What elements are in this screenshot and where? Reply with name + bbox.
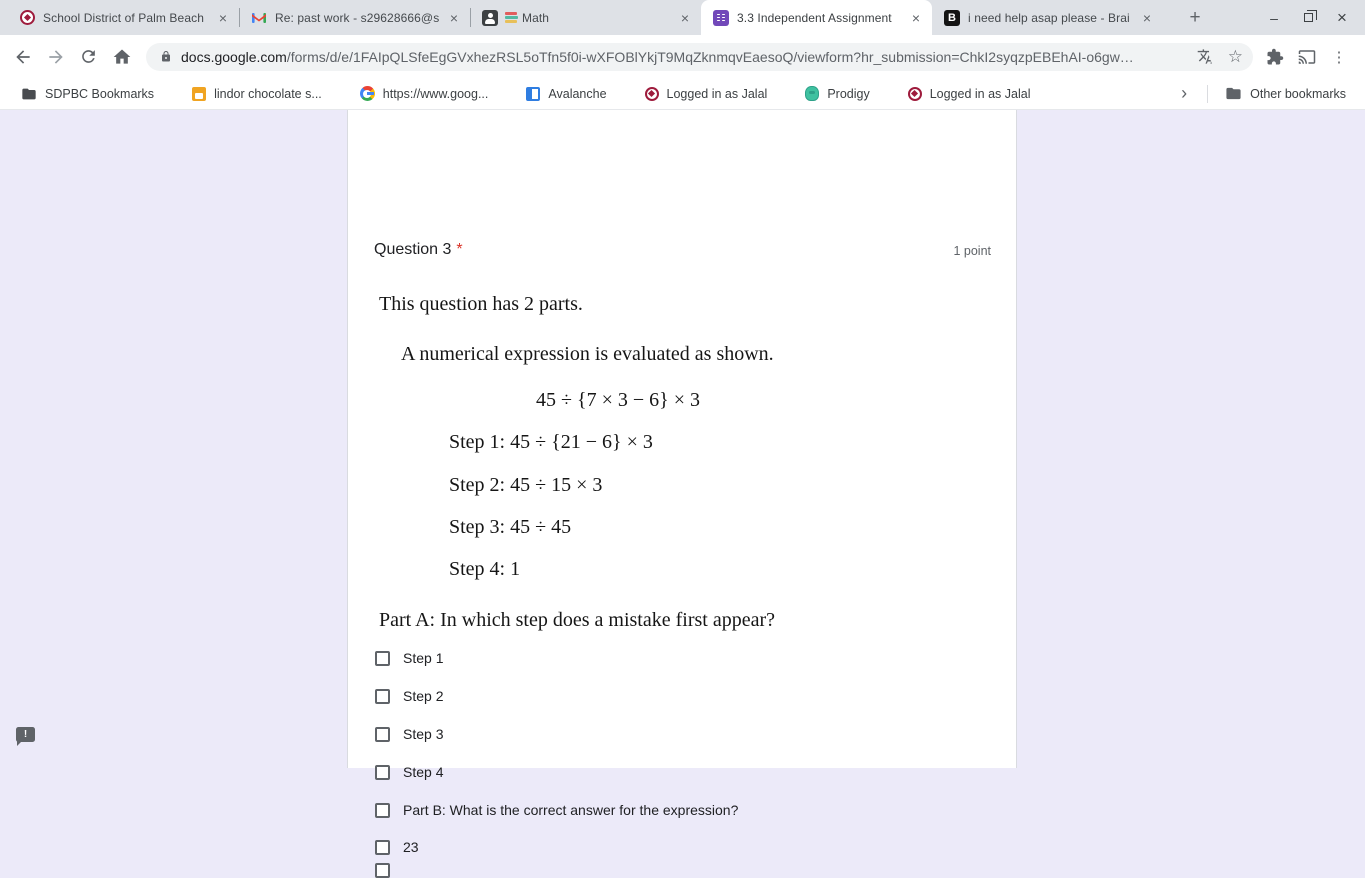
puzzle-icon — [1266, 48, 1284, 66]
checkbox-icon[interactable] — [375, 689, 390, 704]
tab-close-icon[interactable]: × — [218, 9, 228, 26]
tab-title: School District of Palm Beach — [43, 10, 204, 25]
bookmark-avalanche[interactable] — [519, 82, 613, 106]
other-bookmarks-folder[interactable] — [1218, 82, 1353, 106]
back-button[interactable] — [6, 40, 39, 74]
checkbox-icon[interactable] — [375, 765, 390, 780]
checkbox-icon[interactable] — [375, 840, 390, 855]
window-close-button[interactable]: × — [1337, 7, 1347, 27]
tab-title: 3.3 Independent Assignment — [737, 10, 892, 25]
tab-bar — [0, 0, 1365, 35]
tab-title: Re: past work - s29628666@s — [275, 10, 440, 25]
gmail-favicon-icon — [251, 10, 267, 26]
option-row-part-b[interactable] — [375, 800, 738, 820]
question-title: Question 3 * — [374, 241, 463, 258]
math-expression: 45 ÷ {7 × 3 − 6} × 3 — [536, 389, 701, 411]
bookmark-logged-in-jalal-2[interactable] — [901, 82, 1038, 106]
question-body-line: This question has 2 parts. — [379, 293, 583, 315]
address-bar[interactable] — [146, 43, 1253, 71]
window-controls — [1257, 0, 1359, 35]
math-step-2: Step 2: 45 ÷ 15 × 3 — [449, 474, 603, 496]
tab-close-icon[interactable]: × — [911, 9, 921, 26]
url-path: /forms/d/e/1FAIpQLSfeEgGVxhezRSL5oTfn5f0i-wXFOBlYkjT9MqZknmqvEaesoQ/viewform?hr_submission=ChkI2syqzpEBEhAI-o6gw… — [286, 48, 1134, 65]
browser-menu-button[interactable]: ⋮ — [1331, 48, 1347, 66]
sdpbc-logo-icon — [645, 87, 659, 101]
option-label[interactable]: Step 3 — [403, 726, 444, 742]
part-a-question: Part A: In which step does a mistake first appear? — [379, 609, 775, 631]
tab-strip — [8, 0, 1163, 35]
option-row-step-3[interactable] — [375, 724, 443, 744]
partial-checkbox-icon[interactable] — [375, 863, 390, 878]
bookmark-lindor[interactable] — [185, 82, 329, 106]
bookmark-label: Avalanche — [548, 86, 607, 101]
bookmark-label: Prodigy — [827, 86, 870, 101]
other-bookmarks-label: Other bookmarks — [1250, 86, 1346, 101]
page-content — [0, 110, 1365, 855]
option-label[interactable]: Step 1 — [403, 650, 444, 666]
tab-divider — [239, 8, 240, 27]
sdpbc-logo-icon — [908, 87, 922, 101]
tab-math[interactable] — [470, 0, 701, 35]
checkbox-icon[interactable] — [375, 727, 390, 742]
bookmark-label: SDPBC Bookmarks — [45, 86, 155, 101]
books-emoji-icon — [505, 11, 518, 24]
math-step-4: Step 4: 1 — [449, 558, 521, 580]
tab-close-icon[interactable]: × — [1142, 9, 1152, 26]
option-row-23[interactable] — [375, 837, 419, 857]
bookmarks-bar — [0, 78, 1365, 110]
extensions-button[interactable] — [1259, 40, 1291, 74]
checkbox-icon[interactable] — [375, 651, 390, 666]
tab-gmail[interactable] — [239, 0, 470, 35]
option-row-step-1[interactable] — [375, 648, 443, 668]
profile-favicon-icon — [482, 10, 498, 26]
window-restore-button[interactable] — [1291, 0, 1325, 35]
tab-close-icon[interactable]: × — [449, 9, 459, 26]
tab-school-district[interactable] — [8, 0, 239, 35]
tab-divider — [470, 8, 471, 27]
bookmark-prodigy[interactable] — [798, 82, 876, 106]
bookmark-google[interactable] — [353, 82, 496, 106]
tab-title: i need help asap please - Brai — [968, 10, 1130, 25]
window-minimize-button[interactable]: – — [1270, 9, 1278, 26]
brainly-favicon-icon: B — [944, 10, 960, 26]
option-row-step-2[interactable] — [375, 686, 443, 706]
option-label[interactable]: 23 — [403, 839, 419, 855]
toolbar-right-actions — [1259, 40, 1355, 74]
bookmark-label: Logged in as Jalal — [929, 86, 1031, 101]
math-step-3: Step 3: 45 ÷ 45 — [449, 516, 572, 538]
required-asterisk: * — [456, 241, 463, 258]
home-button[interactable] — [105, 40, 138, 74]
translate-button[interactable] — [1197, 48, 1214, 65]
forward-icon — [46, 47, 66, 67]
question-points: 1 point — [953, 244, 991, 258]
lock-icon — [160, 50, 172, 63]
folder-icon — [1225, 86, 1242, 101]
question-body-line: A numerical expression is evaluated as shown. — [401, 343, 774, 365]
tab-close-icon[interactable]: × — [680, 9, 690, 26]
google-g-icon — [360, 86, 375, 101]
translate-icon — [1197, 48, 1214, 65]
tab-brainly[interactable] — [932, 0, 1163, 35]
option-label[interactable]: Step 4 — [403, 764, 444, 780]
url-text — [181, 49, 1183, 65]
avalanche-site-icon — [526, 87, 540, 101]
reload-button[interactable] — [72, 40, 105, 74]
option-row-step-4[interactable] — [375, 762, 443, 782]
bookmark-label: https://www.goog... — [382, 86, 489, 101]
lindor-site-icon — [192, 87, 206, 101]
bookmark-label: Logged in as Jalal — [666, 86, 768, 101]
reload-icon — [79, 47, 98, 66]
prodigy-icon — [805, 86, 819, 101]
folder-icon — [21, 87, 37, 101]
bookmarks-divider — [1207, 85, 1208, 103]
new-tab-button[interactable]: + — [1189, 7, 1201, 28]
cast-button[interactable] — [1291, 40, 1323, 74]
forward-button[interactable] — [39, 40, 72, 74]
math-step-1: Step 1: 45 ÷ {21 − 6} × 3 — [449, 431, 653, 453]
google-forms-favicon-icon — [713, 10, 729, 26]
checkbox-icon[interactable] — [375, 803, 390, 818]
bookmark-sdpbc-folder[interactable] — [14, 82, 161, 106]
url-domain: docs.google.com — [181, 48, 287, 65]
bookmarks-overflow-chevron-icon[interactable]: › — [1181, 83, 1188, 103]
report-issue-button[interactable]: ! — [16, 727, 35, 742]
bookmark-star-icon[interactable]: ☆ — [1227, 47, 1243, 66]
browser-toolbar — [0, 35, 1365, 78]
home-icon — [112, 47, 132, 67]
form-question-card — [347, 110, 1017, 855]
cast-icon — [1298, 48, 1316, 66]
option-label[interactable]: Step 2 — [403, 688, 444, 704]
back-icon — [13, 47, 33, 67]
school-district-favicon-icon — [20, 10, 35, 25]
bookmark-logged-in-jalal-1[interactable] — [638, 82, 775, 106]
tab-title: Math — [522, 10, 550, 25]
bookmark-label: lindor chocolate s... — [214, 86, 322, 101]
restore-icon — [1304, 13, 1313, 22]
tab-google-forms-active[interactable] — [701, 0, 932, 35]
option-label[interactable]: Part B: What is the correct answer for the expression? — [403, 802, 739, 818]
